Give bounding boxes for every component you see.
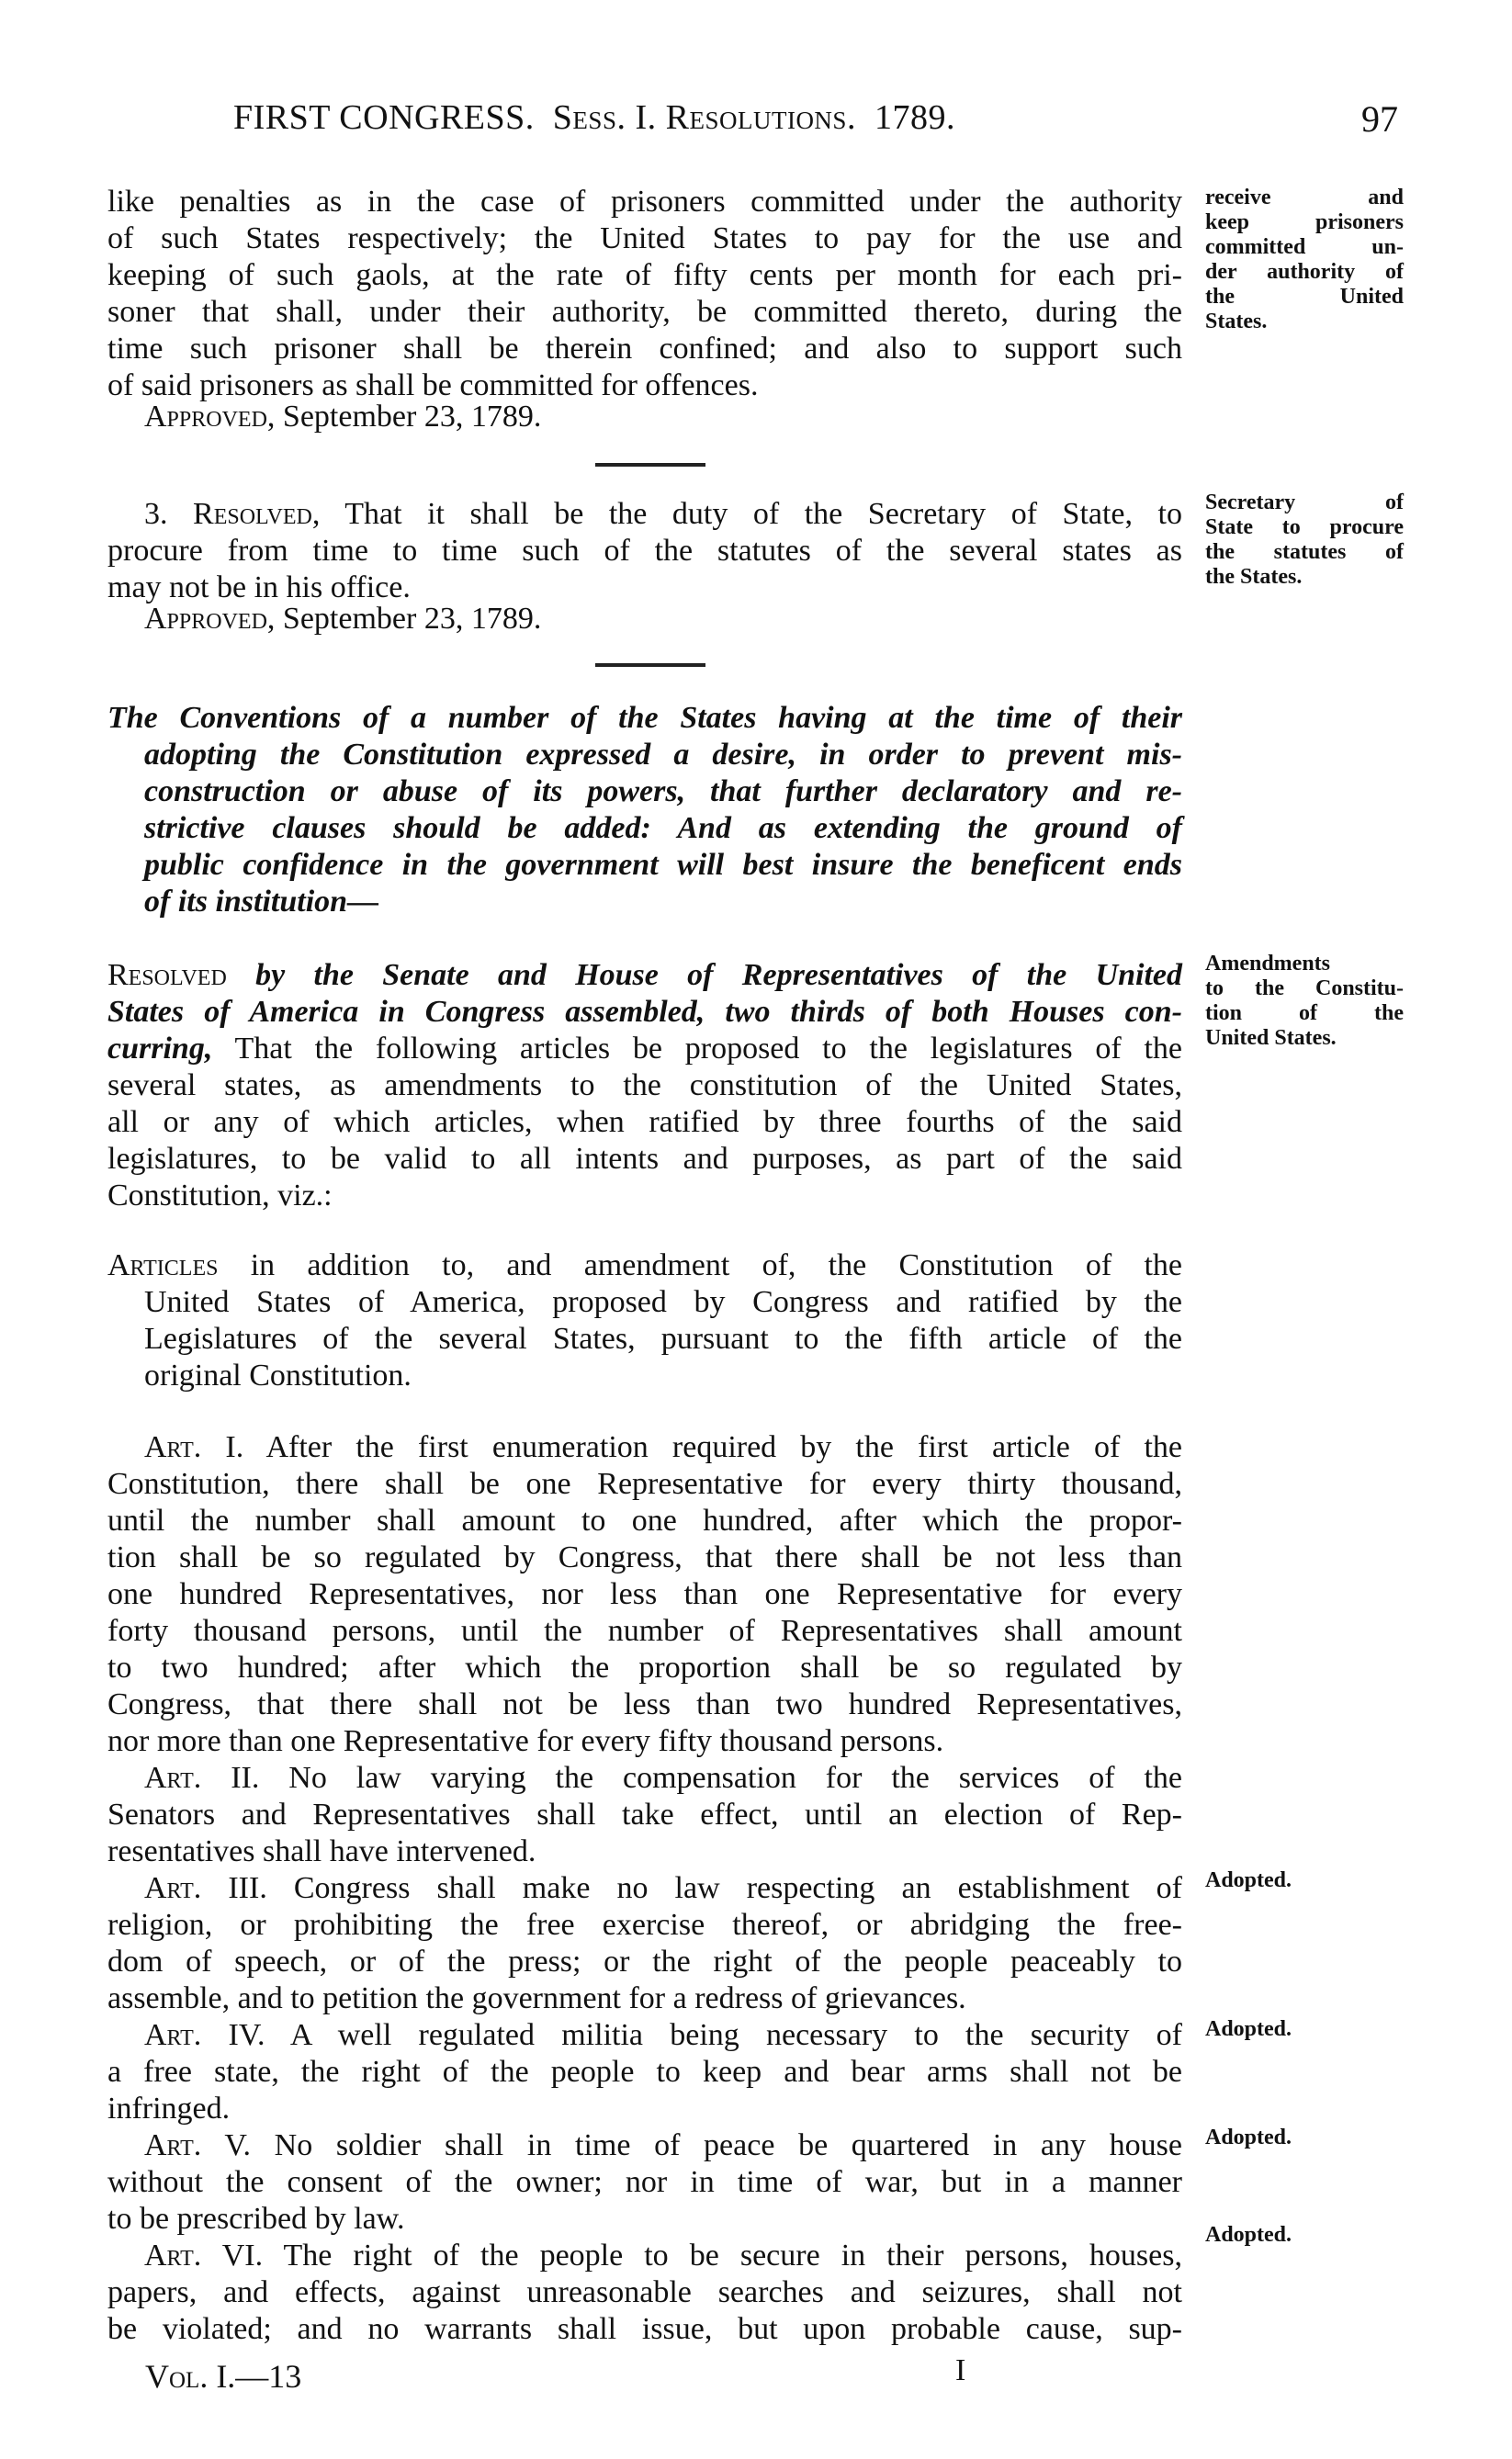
text-line [107,496,1182,533]
margin-note [1205,491,1404,590]
margin-note [1205,2223,1404,2248]
text-segment: Approved [144,400,267,434]
text-line [107,1104,1182,1141]
text-segment: procure from time to time such of the statutes of the several states as [107,534,1182,568]
text-line [107,294,1182,331]
text-segment: Art. [144,2128,202,2162]
text-line [107,2274,1182,2311]
text-line [107,1031,1182,1067]
text-line [107,2127,1182,2164]
signature-mark: I [955,2353,966,2387]
text-line [107,2054,1182,2091]
text-segment: I. After the first enumeration required by the first article of the [201,1430,1182,1464]
text-line [107,884,1182,920]
text-segment: like penalties as in the case of prisoners committed under the authority [107,185,1182,219]
margin-note-line: Adopted. [1205,1868,1292,1892]
running-header [233,97,955,138]
text-line [107,331,1182,367]
text-line [107,399,1182,435]
text-line [107,700,1182,737]
text-segment: Congress, that there shall not be less than two hundred Representatives, [107,1687,1182,1721]
text-line [107,1907,1182,1944]
text-segment: nor more than one Representative for every fifty thousand persons. [107,1724,944,1758]
text-segment: II. No law varying the compensation for the services of the [201,1761,1182,1795]
text-line [107,1944,1182,1980]
margin-note-line: States. [1205,310,1268,333]
text-line [107,533,1182,570]
margin-note [1205,186,1404,334]
text-segment: Art. [144,1430,202,1464]
text-segment: curring, [107,1032,213,1066]
text-line [107,1870,1182,1907]
text-line [107,1797,1182,1833]
text-segment: The Conventions of a number of the States having at the time of their [107,701,1182,735]
paragraph-res [107,957,1182,1214]
margin-note-line: Adopted. [1205,2126,1292,2149]
text-line [107,1760,1182,1797]
margin-note-line: keep prisoners [1205,210,1404,234]
margin-note-line: the statutes of [1205,540,1404,564]
text-line [107,1178,1182,1214]
text-line [107,1650,1182,1686]
text-line [107,773,1182,810]
text-segment: Resolved [107,958,227,992]
text-line [107,1540,1182,1576]
text-segment: Art. [144,2018,202,2052]
text-segment: a free state, the right of the people to keep and bear arms shall not be [107,2055,1182,2089]
margin-note-line: receive and [1205,186,1404,209]
paragraph-art [107,1247,1182,1394]
text-segment: to two hundred; after which the proportion shall be so regulated by [107,1651,1182,1685]
text-line [107,1141,1182,1178]
text-segment: Constitution, viz.: [107,1179,333,1213]
text-line [107,1429,1182,1466]
text-segment: forty thousand persons, until the number of Representatives shall amount [107,1614,1182,1648]
text-line [107,2091,1182,2127]
paragraph-p3 [107,496,1182,606]
text-segment: V. No soldier shall in time of peace be quartered in any house [201,2128,1182,2162]
text-line [107,1576,1182,1613]
header-year: 1789. [874,98,955,137]
text-line [107,2311,1182,2348]
header-session: Sess. I. Resolutions. [552,98,856,137]
text-segment: , September 23, 1789. [266,400,542,434]
text-line [107,2017,1182,2054]
margin-note-line: der authority of [1205,260,1404,284]
text-segment: legislatures, to be valid to all intents and purposes, as part of the said [107,1142,1182,1176]
text-segment: Resolved [193,497,312,531]
text-segment: Art. [144,1871,202,1905]
margin-note-line: the States. [1205,565,1303,589]
text-segment: , September 23, 1789. [266,602,542,636]
margin-note [1205,2017,1404,2042]
text-segment: dom of speech, or of the press; or the right of the people peaceably to [107,1945,1182,1979]
text-segment: in addition to, and amendment of, the Constitution of the [218,1248,1182,1282]
text-segment: VI. The right of the people to be secure in their persons, houses, [201,2239,1182,2273]
text-line [107,1980,1182,2017]
text-line [107,1466,1182,1503]
header-congress: FIRST CONGRESS. [233,98,535,137]
text-line [107,220,1182,257]
text-line [107,1723,1182,1760]
text-line [107,1613,1182,1650]
text-segment: be violated; and no warrants shall issue, but upon probable cause, sup- [107,2312,1182,2346]
margin-note-line: Adopted. [1205,2017,1292,2041]
margin-note-line: State to procure [1205,515,1404,539]
margin-note [1205,2126,1404,2150]
section-divider [595,663,705,667]
text-segment: public confidence in the government will best insure the beneficent ends [144,848,1182,882]
paragraph-a1 [107,399,1182,435]
text-segment: Art. [144,1761,202,1795]
text-segment: construction or abuse of its powers, that further declaratory and re- [144,774,1182,808]
text-line [107,1067,1182,1104]
text-line [107,1358,1182,1394]
text-segment: several states, as amendments to the constitution of the United States, [107,1068,1182,1102]
text-segment: Constitution, there shall be one Representative for every thirty thousand, [107,1467,1182,1501]
margin-note-line: Secretary of [1205,491,1404,514]
text-line [107,847,1182,884]
margin-note-line: United States. [1205,1026,1337,1050]
text-line [107,1833,1182,1870]
text-line [107,1321,1182,1358]
text-segment: infringed. [107,2092,231,2126]
text-line [107,1503,1182,1540]
margin-note [1205,1868,1404,1893]
volume-footer: Vol. I.—13 [145,2358,302,2395]
margin-note-line: Amendments [1205,952,1330,976]
text-segment: may not be in his office. [107,570,411,604]
text-line [107,2201,1182,2238]
text-line [107,1686,1182,1723]
margin-note-line: committed un- [1205,235,1404,259]
text-line [107,2164,1182,2201]
text-line [107,994,1182,1031]
text-segment: Articles [107,1248,219,1282]
margin-note [1205,952,1404,1051]
text-segment: United States of America, proposed by Congress and ratified by the [144,1285,1182,1319]
paragraph-pre [107,700,1182,920]
text-segment: IV. A well regulated militia being necessary to the security of [201,2018,1182,2052]
margin-note-line: to the Constitu- [1205,976,1404,1000]
section-divider [595,463,705,467]
text-segment: States of America in Congress assembled, two thirds of both Houses con- [107,995,1182,1029]
text-segment: strictive clauses should be added: And as extending the ground of [144,811,1182,845]
page-number: 97 [1361,98,1398,140]
paragraph-a3 [107,601,1182,637]
text-line [107,1284,1182,1321]
margin-note-line: tion of the [1205,1001,1404,1025]
text-segment: resentatives shall have intervened. [107,1834,536,1868]
text-segment: III. Congress shall make no law respecting an establishment of [201,1871,1182,1905]
text-segment: Art. [144,2239,202,2273]
text-line [107,737,1182,773]
text-segment: religion, or prohibiting the free exercise thereof, or abridging the free- [107,1908,1182,1942]
text-segment: Senators and Representatives shall take effect, until an election of Rep- [107,1798,1182,1832]
text-segment: assemble, and to petition the government for a redress of grievances. [107,1981,966,2015]
text-segment: Legislatures of the several States, pursuant to the fifth article of the [144,1322,1182,1356]
text-segment: original Constitution. [144,1359,412,1393]
text-segment: of said prisoners as shall be committed for offences. [107,368,759,402]
text-segment: without the consent of the owner; nor in time of war, but in a manner [107,2165,1182,2199]
text-line [107,184,1182,220]
text-line [107,2238,1182,2274]
text-line [107,810,1182,847]
text-line [107,1247,1182,1284]
text-line [107,957,1182,994]
text-segment: adopting the Constitution expressed a desire, in order to prevent mis- [144,738,1182,772]
paragraph-p1 [107,184,1182,404]
margin-note-line: the United [1205,285,1404,309]
text-segment: soner that shall, under their authority, be committed thereto, during the [107,295,1182,329]
text-segment: That the following articles be proposed to the legislatures of the [212,1032,1182,1066]
text-line [107,257,1182,294]
text-line [107,601,1182,637]
text-segment: to be prescribed by law. [107,2202,405,2236]
text-segment: by the Senate and House of Representatives of the United [226,958,1182,992]
text-segment: until the number shall amount to one hundred, after which the propor- [107,1504,1182,1538]
paragraph-arts [107,1429,1182,2348]
text-segment: , That it shall be the duty of the Secretary of State, to [311,497,1182,531]
text-segment: all or any of which articles, when ratified by three fourths of the said [107,1105,1182,1139]
text-segment: of its institution— [144,885,379,919]
text-segment: 3. [144,497,194,531]
text-segment: one hundred Representatives, nor less than one Representative for every [107,1577,1182,1611]
text-segment: time such prisoner shall be therein confined; and also to support such [107,332,1182,366]
text-segment: keeping of such gaols, at the rate of fifty cents per month for each pri- [107,258,1182,292]
margin-note-line: Adopted. [1205,2223,1292,2247]
text-segment: tion shall be so regulated by Congress, that there shall be not less than [107,1540,1182,1574]
text-segment: papers, and effects, against unreasonable searches and seizures, shall not [107,2275,1182,2309]
text-segment: of such States respectively; the United States to pay for the use and [107,221,1182,255]
text-segment: Approved [144,602,267,636]
